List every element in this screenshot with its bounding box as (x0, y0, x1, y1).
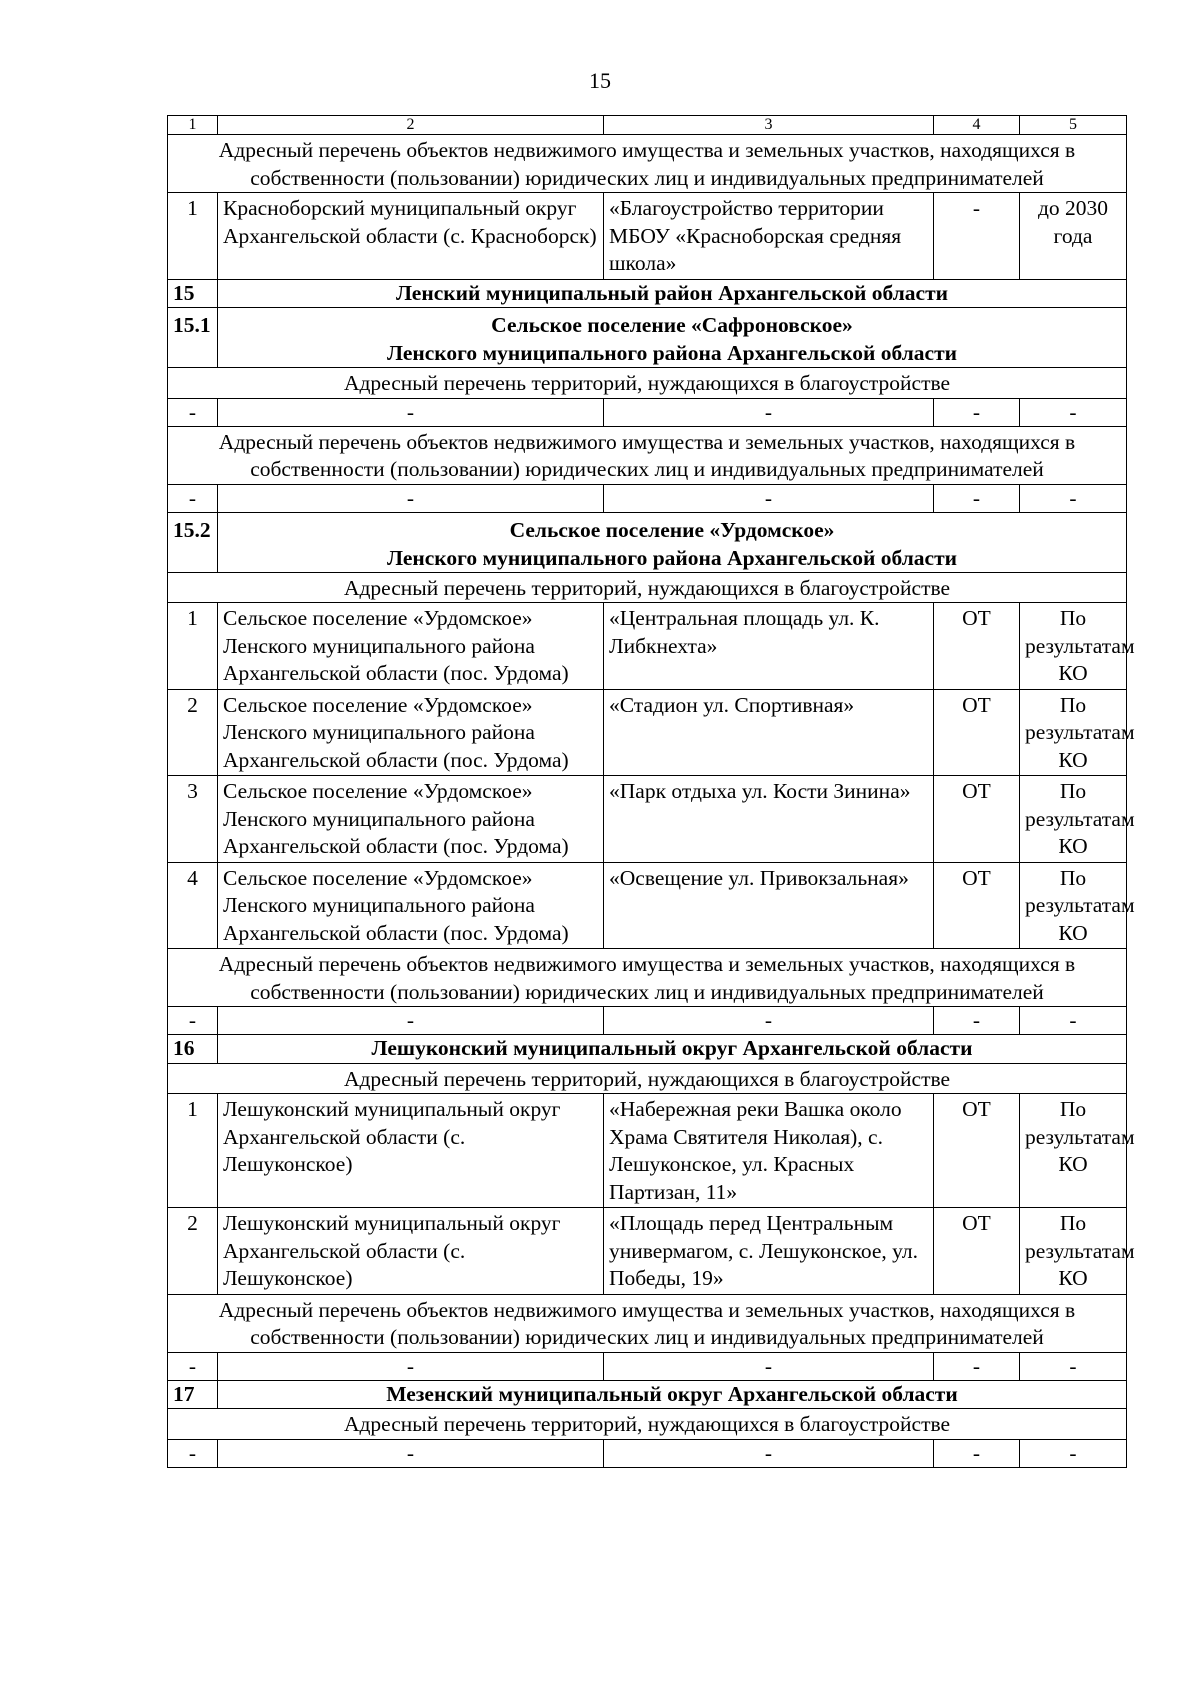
empty-cell: - (1020, 484, 1127, 512)
empty-cell: - (168, 398, 218, 426)
empty-cell: - (934, 398, 1020, 426)
row-number: 1 (168, 1094, 218, 1208)
empty-cell: - (934, 1007, 1020, 1035)
section-row (168, 1035, 1127, 1064)
empty-cell: - (604, 398, 934, 426)
section-number: 16 (168, 1035, 218, 1064)
property-list-heading-row (168, 426, 1127, 484)
empty-cell: - (218, 1007, 604, 1035)
empty-cell: - (1020, 1439, 1127, 1467)
term-cell: По результатам КО (1020, 603, 1127, 690)
subsection-title (218, 512, 1127, 572)
column-number: 3 (604, 116, 934, 135)
address-cell: Сельское поселение «Урдомское» Ленского муниципального района Архангельской области (пос. Урдома) (218, 862, 604, 949)
row-number: 3 (168, 776, 218, 863)
source-cell: ОТ (934, 603, 1020, 690)
term-cell: По результатам КО (1020, 1208, 1127, 1295)
property-list-heading-row (168, 949, 1127, 1007)
object-cell: «Парк отдыха ул. Кости Зинина» (604, 776, 934, 863)
empty-cell: - (168, 484, 218, 512)
address-cell: Лешуконский муниципальный округ Архангельской области (с. Лешуконское) (218, 1094, 604, 1208)
source-cell: ОТ (934, 776, 1020, 863)
empty-cell: - (604, 484, 934, 512)
address-cell: Лешуконский муниципальный округ Архангельской области (с. Лешуконское) (218, 1208, 604, 1295)
object-cell: «Центральная площадь ул. К. Либкнехта» (604, 603, 934, 690)
source-cell: ОТ (934, 1094, 1020, 1208)
subsection-title-line: Сельское поселение «Сафроновское» (491, 313, 853, 337)
property-list-heading: Адресный перечень объектов недвижимого имущества и земельных участков, находящихся в собственности (пользовании) юридических лиц и индивидуальных предпринимателей (168, 135, 1127, 193)
subsection-title (218, 308, 1127, 368)
territory-list-heading: Адресный перечень территорий, нуждающихся в благоустройстве (168, 1409, 1127, 1440)
territory-list-heading: Адресный перечень территорий, нуждающихся в благоустройстве (168, 368, 1127, 399)
term-cell: до 2030 года (1020, 193, 1127, 280)
subsection-row (168, 308, 1127, 368)
address-cell: Красноборский муниципальный округ Архангельской области (с. Красноборск) (218, 193, 604, 280)
property-list-heading: Адресный перечень объектов недвижимого имущества и земельных участков, находящихся в собственности (пользовании) юридических лиц и индивидуальных предпринимателей (168, 426, 1127, 484)
column-number-row (168, 116, 1127, 135)
column-number: 4 (934, 116, 1020, 135)
subsection-row (168, 512, 1127, 572)
section-row (168, 1380, 1127, 1409)
object-cell: «Освещение ул. Привокзальная» (604, 862, 934, 949)
table-row (168, 689, 1127, 776)
empty-cell: - (168, 1007, 218, 1035)
page-number: 15 (589, 68, 611, 93)
property-list-heading-row (168, 135, 1127, 193)
subsection-title-line: Сельское поселение «Урдомское» (509, 517, 835, 542)
empty-cell: - (218, 1439, 604, 1467)
table-row (168, 1094, 1127, 1208)
table-row (168, 862, 1127, 949)
property-list-heading: Адресный перечень объектов недвижимого имущества и земельных участков, находящихся в собственности (пользовании) юридических лиц и индивидуальных предпринимателей (168, 949, 1127, 1007)
territory-list-heading-row (168, 1063, 1127, 1094)
empty-cell: - (1020, 1007, 1127, 1035)
empty-row (168, 398, 1127, 426)
column-number: 1 (168, 116, 218, 135)
empty-cell: - (934, 1352, 1020, 1380)
territory-list-heading-row (168, 368, 1127, 399)
empty-row (168, 1007, 1127, 1035)
section-number: 15 (168, 279, 218, 308)
territory-list-heading: Адресный перечень территорий, нуждающихся в благоустройстве (168, 572, 1127, 603)
term-cell: По результатам КО (1020, 862, 1127, 949)
table-row (168, 1208, 1127, 1295)
subsection-number: 15.2 (168, 512, 218, 572)
section-title: Ленский муниципальный район Архангельской области (218, 279, 1127, 308)
row-number: 4 (168, 862, 218, 949)
section-row (168, 279, 1127, 308)
subsection-title-line: Ленского муниципального района Архангельской области (386, 545, 958, 570)
table-row (168, 193, 1127, 280)
section-number: 17 (168, 1380, 218, 1409)
empty-row (168, 1352, 1127, 1380)
empty-cell: - (168, 1352, 218, 1380)
address-cell: Сельское поселение «Урдомское» Ленского муниципального района Архангельской области (пос. Урдома) (218, 689, 604, 776)
source-cell: - (934, 193, 1020, 280)
empty-cell: - (168, 1439, 218, 1467)
empty-cell: - (218, 1352, 604, 1380)
section-title: Мезенский муниципальный округ Архангельской области (218, 1380, 1127, 1409)
empty-cell: - (934, 484, 1020, 512)
section-title: Лешуконский муниципальный округ Архангельской области (218, 1035, 1127, 1064)
empty-cell: - (1020, 1352, 1127, 1380)
program-table (167, 115, 1135, 1468)
empty-cell: - (604, 1439, 934, 1467)
row-number: 1 (168, 603, 218, 690)
empty-cell: - (218, 484, 604, 512)
column-number: 2 (218, 116, 604, 135)
empty-row (168, 1439, 1127, 1467)
object-cell: «Набережная реки Вашка около Храма Святителя Николая), с. Лешуконское, ул. Красных Партизан, 11» (604, 1094, 934, 1208)
source-cell: ОТ (934, 1208, 1020, 1295)
source-cell: ОТ (934, 862, 1020, 949)
term-cell: По результатам КО (1020, 689, 1127, 776)
territory-list-heading-row (168, 1409, 1127, 1440)
term-cell: По результатам КО (1020, 776, 1127, 863)
empty-cell: - (934, 1439, 1020, 1467)
empty-cell: - (604, 1007, 934, 1035)
row-number: 2 (168, 1208, 218, 1295)
object-cell: «Площадь перед Центральным универмагом, с. Лешуконское, ул. Победы, 19» (604, 1208, 934, 1295)
row-number: 1 (168, 193, 218, 280)
source-cell: ОТ (934, 689, 1020, 776)
object-cell: «Благоустройство территории МБОУ «Красноборская средняя школа» (604, 193, 934, 280)
property-list-heading-row (168, 1294, 1127, 1352)
empty-cell: - (1020, 398, 1127, 426)
territory-list-heading-row (168, 572, 1127, 603)
empty-cell: - (604, 1352, 934, 1380)
object-cell: «Стадион ул. Спортивная» (604, 689, 934, 776)
address-cell: Сельское поселение «Урдомское» Ленского муниципального района Архангельской области (пос. Урдома) (218, 603, 604, 690)
term-cell: По результатам КО (1020, 1094, 1127, 1208)
empty-cell: - (218, 398, 604, 426)
table-row (168, 776, 1127, 863)
address-cell: Сельское поселение «Урдомское» Ленского муниципального района Архангельской области (пос. Урдома) (218, 776, 604, 863)
table-row (168, 603, 1127, 690)
property-list-heading: Адресный перечень объектов недвижимого имущества и земельных участков, находящихся в собственности (пользовании) юридических лиц и индивидуальных предпринимателей (168, 1294, 1127, 1352)
subsection-title-line: Ленского муниципального района Архангельской области (386, 341, 958, 365)
empty-row (168, 484, 1127, 512)
territory-list-heading: Адресный перечень территорий, нуждающихся в благоустройстве (168, 1063, 1127, 1094)
column-number: 5 (1020, 116, 1127, 135)
row-number: 2 (168, 689, 218, 776)
subsection-number: 15.1 (168, 308, 218, 368)
